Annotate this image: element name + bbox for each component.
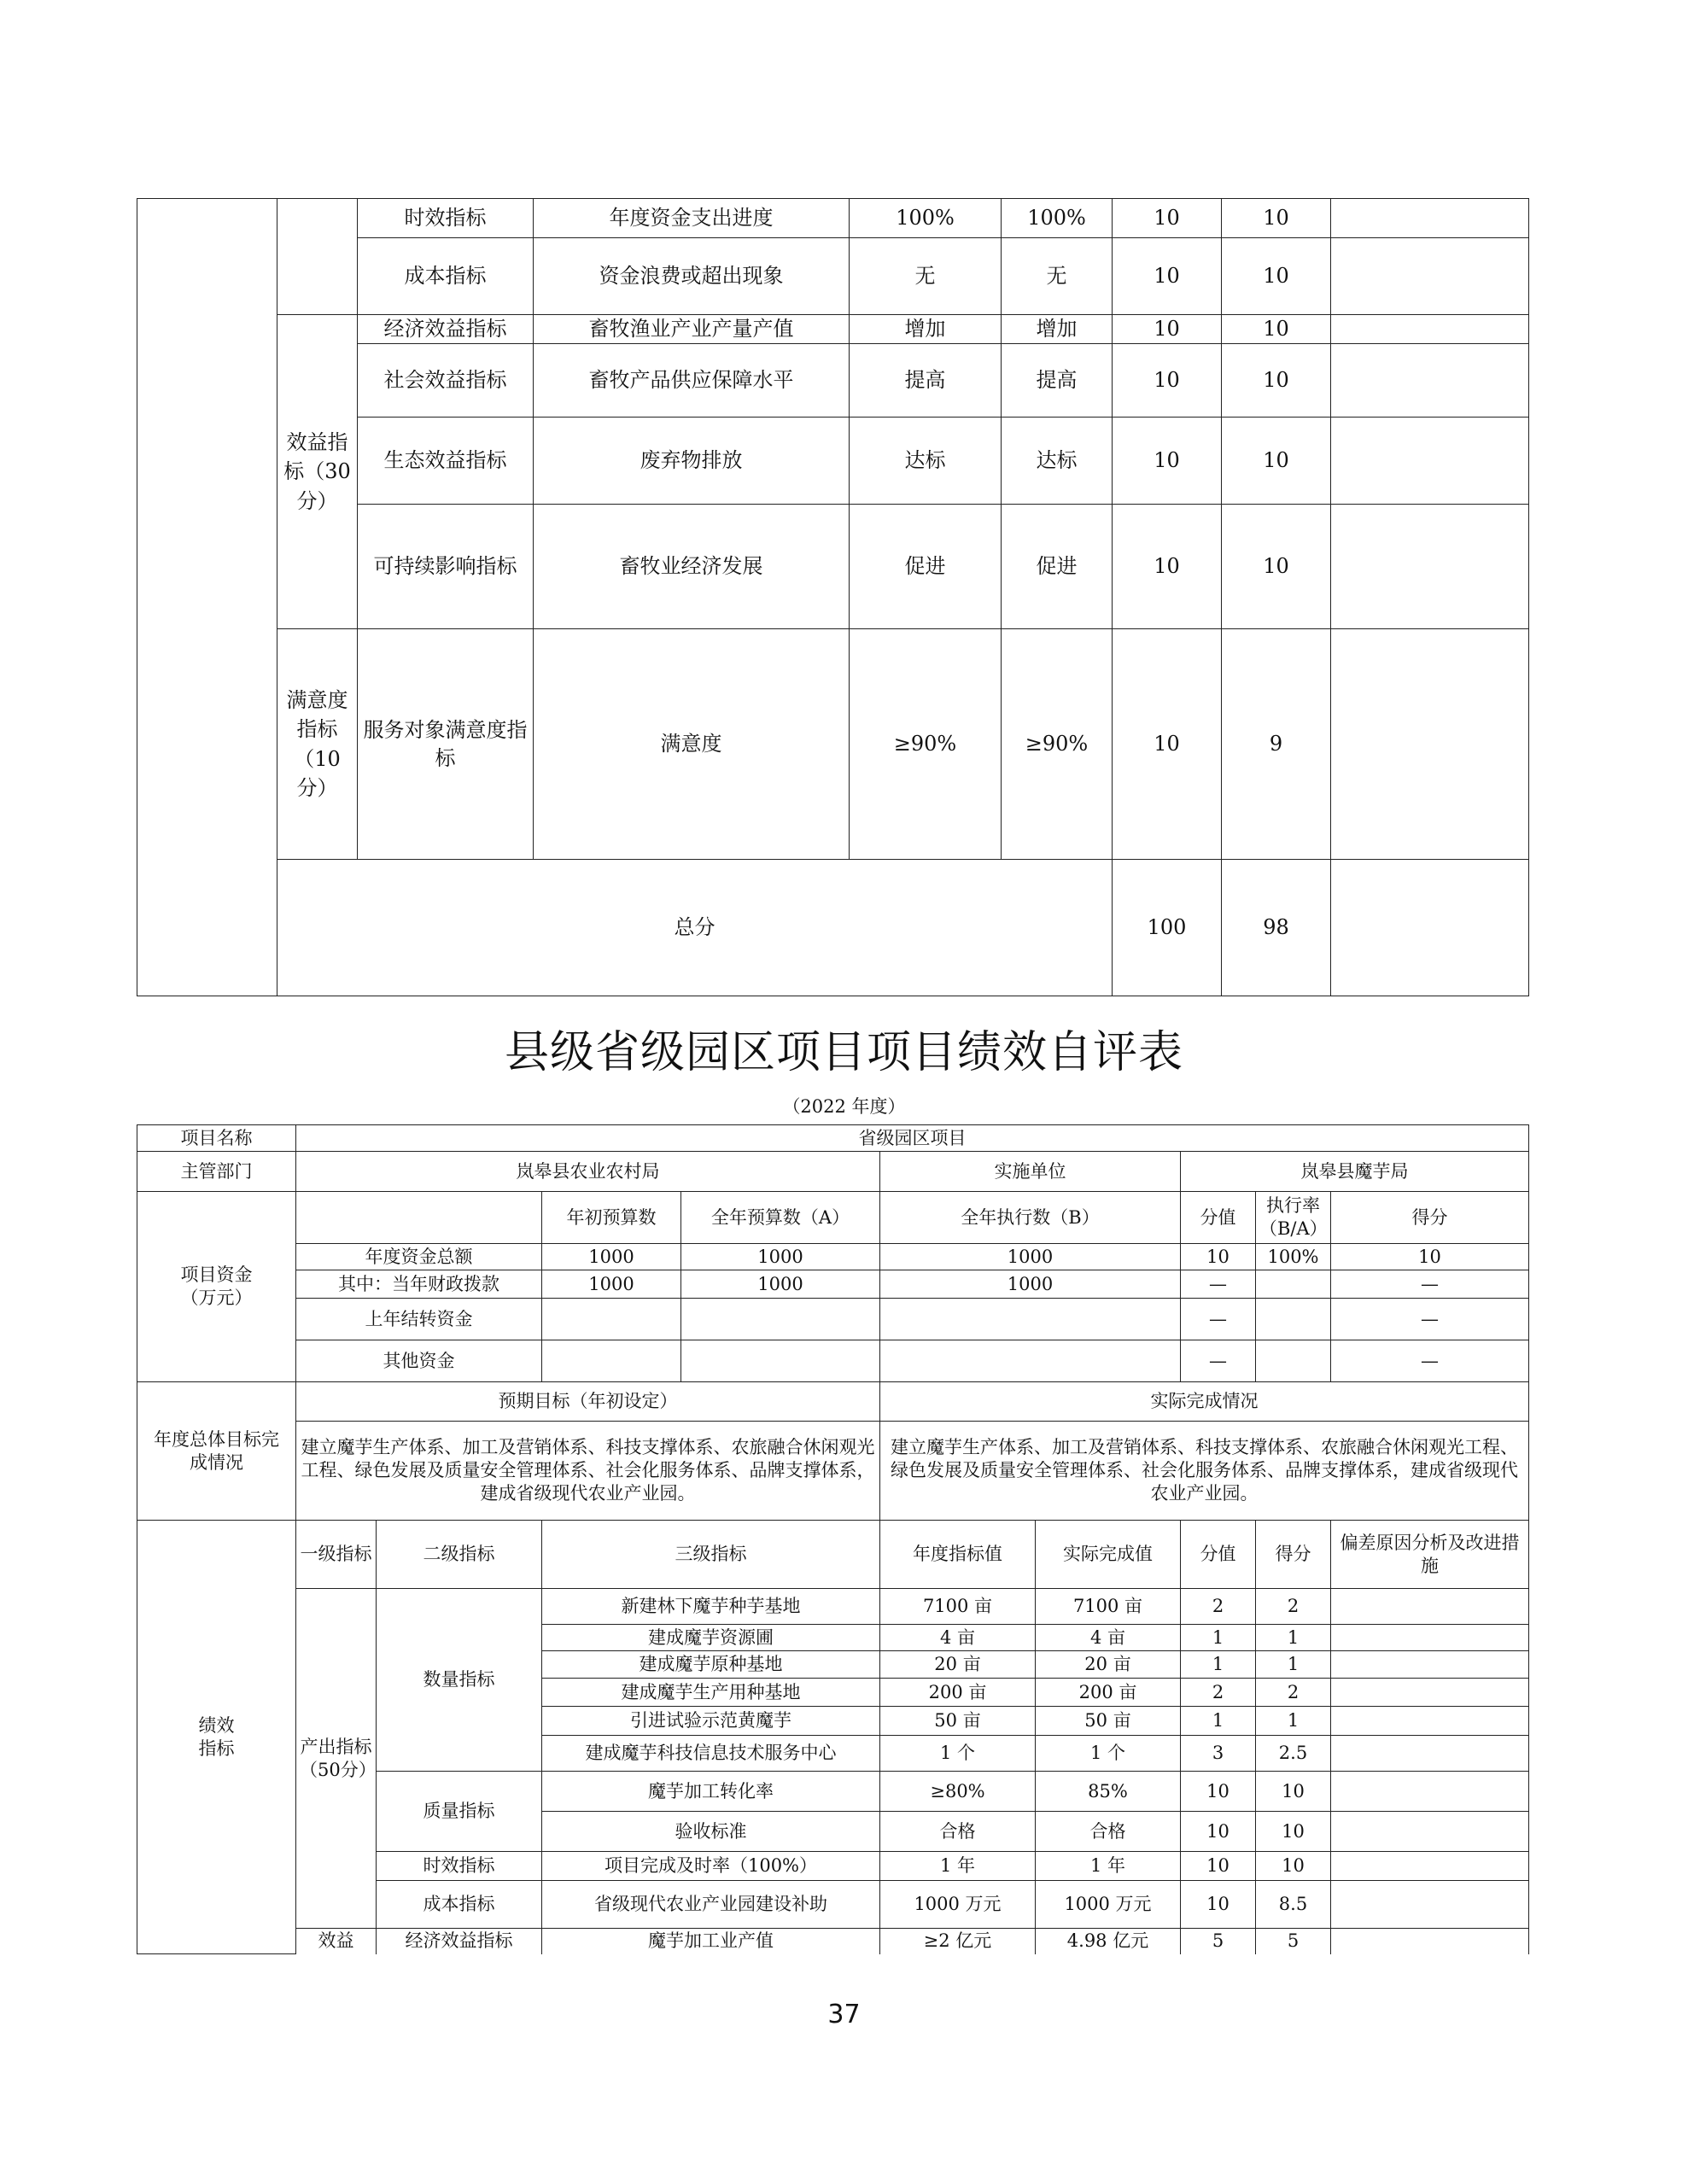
target-value: 达标: [850, 418, 1002, 505]
actual-value: 合格: [1036, 1812, 1181, 1852]
l3-indicator: 省级现代农业产业园建设补助: [542, 1881, 880, 1929]
score-value: 10: [1113, 199, 1222, 238]
fund-initial-annual: [542, 1299, 880, 1340]
fund-header-initial: [542, 1192, 880, 1244]
score-value: 1: [1181, 1625, 1256, 1651]
fund-initial-annual: [542, 1270, 880, 1299]
score: 5: [1256, 1929, 1331, 1954]
deviation-note: [1331, 344, 1529, 418]
l3-indicator: 建成魔芋原种基地: [542, 1651, 880, 1679]
level3-indicator: 可持续影响指标: [358, 505, 534, 629]
l3-indicator: 引进试验示范黄魔芋: [542, 1707, 880, 1736]
score: 1: [1256, 1625, 1331, 1651]
actual-value: 1 年: [1036, 1852, 1181, 1881]
l3-indicator: 项目完成及时率（100%）: [542, 1852, 880, 1881]
time-indicator-group: 时效指标: [377, 1852, 542, 1881]
l3-indicator: 魔芋加工业产值: [542, 1929, 880, 1954]
level3-indicator: 时效指标: [358, 199, 534, 238]
fund-initial-annual: [542, 1244, 880, 1270]
target-value: 促进: [850, 505, 1002, 629]
deviation-note: [1331, 1881, 1529, 1929]
actual-value: 4.98 亿元: [1036, 1929, 1181, 1954]
score: 1: [1256, 1707, 1331, 1736]
indicator-name: 资金浪费或超出现象: [534, 238, 850, 315]
total-value: 100: [1113, 860, 1222, 996]
actual-value: 100%: [1002, 199, 1113, 238]
table-row: [137, 1521, 1529, 1589]
deviation-note: [1331, 1736, 1529, 1772]
goal-actual-label: 实际完成情况: [880, 1382, 1529, 1422]
target-value: 4 亩: [880, 1625, 1036, 1651]
score: 9: [1222, 629, 1331, 860]
econ-indicator-group: 经济效益指标: [377, 1929, 542, 1954]
fund-header-score: 得分: [1331, 1192, 1529, 1244]
table-row: [137, 1152, 1529, 1192]
dept-value: 岚皋县农业农村局: [296, 1152, 880, 1192]
fund-value: —: [1181, 1340, 1256, 1382]
score-value: 5: [1181, 1929, 1256, 1954]
score: 10: [1256, 1852, 1331, 1881]
page-title: 县级省级园区项目项目绩效自评表: [504, 1027, 1183, 1078]
fund-header-value: 分值: [1181, 1192, 1256, 1244]
level3-indicator: 经济效益指标: [358, 315, 534, 344]
score: 10: [1222, 199, 1331, 238]
score: 10: [1256, 1812, 1331, 1852]
table-row: [137, 1422, 1529, 1521]
score: 10: [1222, 418, 1331, 505]
score: 10: [1222, 315, 1331, 344]
table-row: [137, 1125, 1529, 1152]
fund-header-initial-text: 年初预算数: [542, 1192, 681, 1243]
level3-indicator: 社会效益指标: [358, 344, 534, 418]
deviation-note: [1331, 238, 1529, 315]
fund-initial: [542, 1340, 681, 1381]
perf-label: 绩效指标: [137, 1521, 296, 1954]
goal-label: 年度总体目标完成情况: [137, 1382, 296, 1521]
table-row: [137, 315, 1529, 344]
fund-score: —: [1331, 1299, 1529, 1340]
l3-indicator: 建成魔芋生产用种基地: [542, 1679, 880, 1707]
dept-label: 主管部门: [137, 1152, 296, 1192]
deviation-note: [1331, 1651, 1529, 1679]
fund-row-label: 上年结转资金: [296, 1299, 542, 1340]
table-row: [137, 629, 1529, 860]
fund-annual: 1000: [757, 1246, 803, 1267]
indicator-name: 年度资金支出进度: [534, 199, 850, 238]
satisfaction-indicator-group: 满意度指标（10分）: [277, 629, 358, 860]
level1-cell: [137, 199, 277, 996]
page-number: 37: [827, 2000, 861, 2029]
perf-header-l3: 三级指标: [542, 1521, 880, 1589]
deviation-note: [1331, 1679, 1529, 1707]
target-value: 1 年: [880, 1852, 1036, 1881]
perf-header-target: 年度指标值: [880, 1521, 1036, 1589]
quality-indicator-group: 质量指标: [377, 1772, 542, 1852]
fund-row-label: 年度资金总额: [296, 1244, 542, 1270]
score-value: 1: [1181, 1651, 1256, 1679]
target-value: 200 亩: [880, 1679, 1036, 1707]
total-row: [137, 860, 1529, 996]
fund-executed: [880, 1299, 1181, 1340]
indicator-name: 畜牧渔业产业产量产值: [534, 315, 850, 344]
l3-indicator: 建成魔芋资源圃: [542, 1625, 880, 1651]
score-value: 1: [1181, 1707, 1256, 1736]
fund-score: —: [1331, 1340, 1529, 1382]
fund-value: 10: [1181, 1244, 1256, 1270]
target-value: ≥2 亿元: [880, 1929, 1036, 1954]
score: 10: [1222, 238, 1331, 315]
goal-expected-label: 预期目标（年初设定）: [296, 1382, 880, 1422]
target-value: 提高: [850, 344, 1002, 418]
actual-value: 4 亩: [1036, 1625, 1181, 1651]
fund-label: 项目资金（万元）: [137, 1192, 296, 1382]
target-value: 无: [850, 238, 1002, 315]
fund-initial-annual: [542, 1340, 880, 1382]
fund-executed: [880, 1340, 1181, 1382]
deviation-note: [1331, 505, 1529, 629]
fund-header-annual: 全年预算数（A）: [710, 1206, 850, 1228]
deviation-note: [1331, 1589, 1529, 1625]
l3-indicator: 建成魔芋科技信息技术服务中心: [542, 1736, 880, 1772]
score: 10: [1222, 344, 1331, 418]
score: 10: [1256, 1772, 1331, 1812]
actual-value: 85%: [1036, 1772, 1181, 1812]
project-name: 省级园区项目: [296, 1125, 1529, 1152]
self-evaluation-table: [137, 1124, 1529, 1954]
actual-value: 200 亩: [1036, 1679, 1181, 1707]
goal-actual-text: 建立魔芋生产体系、加工及营销体系、科技支撑体系、农旅融合休闲观光工程、绿色发展及质量安全管理体系、社会化服务体系、品牌支撑体系，建成省级现代农业产业园。: [880, 1422, 1529, 1521]
table-row: [137, 1382, 1529, 1422]
fund-executed: 1000: [880, 1270, 1181, 1299]
fund-initial: 1000: [542, 1270, 681, 1298]
fund-header-executed: 全年执行数（B）: [880, 1192, 1181, 1244]
table-row: [137, 1244, 1529, 1270]
indicator-name: 满意度: [534, 629, 850, 860]
score-value: 10: [1113, 505, 1222, 629]
actual-value: 无: [1002, 238, 1113, 315]
target-value: 100%: [850, 199, 1002, 238]
score-value: 2: [1181, 1589, 1256, 1625]
actual-value: 7100 亩: [1036, 1589, 1181, 1625]
fund-annual: [681, 1299, 879, 1340]
quantity-indicator-group: 数量指标: [377, 1589, 542, 1772]
deviation-note: [1331, 315, 1529, 344]
fund-row-label: 其他资金: [296, 1340, 542, 1382]
target-value: 增加: [850, 315, 1002, 344]
actual-value: 达标: [1002, 418, 1113, 505]
fund-rate: [1256, 1340, 1331, 1382]
table-row: [137, 1299, 1529, 1340]
target-value: 1 个: [880, 1736, 1036, 1772]
table-row: [137, 199, 1529, 238]
score-value: 10: [1113, 418, 1222, 505]
fund-score: —: [1331, 1270, 1529, 1299]
actual-value: 20 亩: [1036, 1651, 1181, 1679]
score-value: 10: [1113, 344, 1222, 418]
score: 2.5: [1256, 1736, 1331, 1772]
fund-value: —: [1181, 1299, 1256, 1340]
deviation-note: [1331, 1852, 1529, 1881]
table-row: [137, 1192, 1529, 1244]
score-value: 10: [1113, 238, 1222, 315]
actual-value: 50 亩: [1036, 1707, 1181, 1736]
impl-label: 实施单位: [880, 1152, 1181, 1192]
total-note: [1331, 860, 1529, 996]
score-value: 10: [1113, 629, 1222, 860]
score-value: 10: [1181, 1852, 1256, 1881]
deviation-note: [1331, 1707, 1529, 1736]
l3-indicator: 魔芋加工转化率: [542, 1772, 880, 1812]
fund-initial: 1000: [542, 1244, 681, 1270]
actual-value: ≥90%: [1002, 629, 1113, 860]
actual-value: 增加: [1002, 315, 1113, 344]
actual-value: 促进: [1002, 505, 1113, 629]
impl-value: 岚皋县魔芋局: [1181, 1152, 1529, 1192]
table-row: [137, 1340, 1529, 1382]
table-row: [137, 1270, 1529, 1299]
deviation-note: [1331, 1812, 1529, 1852]
score: 10: [1222, 505, 1331, 629]
perf-header-l1: 一级指标: [296, 1521, 377, 1589]
level3-indicator: 生态效益指标: [358, 418, 534, 505]
target-value: ≥90%: [850, 629, 1002, 860]
fund-row-label: 其中：当年财政拨款: [296, 1270, 542, 1299]
l3-indicator: 验收标准: [542, 1812, 880, 1852]
year-label: （2022 年度）: [782, 1096, 906, 1117]
fund-value: —: [1181, 1270, 1256, 1299]
table-row: [137, 1589, 1529, 1625]
level2-cell: [277, 199, 358, 315]
project-name-label: 项目名称: [137, 1125, 296, 1152]
deviation-note: [1331, 1772, 1529, 1812]
total-score: 98: [1222, 860, 1331, 996]
score: 2: [1256, 1679, 1331, 1707]
fund-header-rate: 执行率（B/A）: [1256, 1192, 1331, 1244]
score-value: 3: [1181, 1736, 1256, 1772]
fund-initial: [542, 1299, 681, 1340]
perf-header-l2: 二级指标: [377, 1521, 542, 1589]
fund-executed: 1000: [880, 1244, 1181, 1270]
target-value: 1000 万元: [880, 1881, 1036, 1929]
target-value: ≥80%: [880, 1772, 1036, 1812]
fund-rate: [1256, 1270, 1331, 1299]
score: 1: [1256, 1651, 1331, 1679]
fund-row-label: [296, 1192, 542, 1244]
perf-header-value: 分值: [1181, 1521, 1256, 1589]
actual-value: 1000 万元: [1036, 1881, 1181, 1929]
score-value: 2: [1181, 1679, 1256, 1707]
level3-indicator: 成本指标: [358, 238, 534, 315]
target-value: 合格: [880, 1812, 1036, 1852]
score: 2: [1256, 1589, 1331, 1625]
perf-header-note: 偏差原因分析及改进措施: [1331, 1521, 1529, 1589]
fund-rate: 100%: [1256, 1244, 1331, 1270]
target-value: 50 亩: [880, 1707, 1036, 1736]
goal-expected-text: 建立魔芋生产体系、加工及营销体系、科技支撑体系、农旅融合休闲观光工程、绿色发展及质量安全管理体系、社会化服务体系、品牌支撑体系，建成省级现代农业产业园。: [296, 1422, 880, 1521]
fund-rate: [1256, 1299, 1331, 1340]
deviation-note: [1331, 1929, 1529, 1954]
level3-indicator: 服务对象满意度指标: [358, 629, 534, 860]
perf-header-actual: 实际完成值: [1036, 1521, 1181, 1589]
indicator-name: 废弃物排放: [534, 418, 850, 505]
total-label: 总分: [277, 860, 1113, 996]
fund-score: 10: [1331, 1244, 1529, 1270]
benefit-indicator-group: 效益指标（30分）: [277, 315, 358, 629]
score-value: 10: [1181, 1772, 1256, 1812]
deviation-note: [1331, 418, 1529, 505]
l3-indicator: 新建林下魔芋种芋基地: [542, 1589, 880, 1625]
actual-value: 1 个: [1036, 1736, 1181, 1772]
indicator-name: 畜牧产品供应保障水平: [534, 344, 850, 418]
score-value: 10: [1113, 315, 1222, 344]
benefit-indicator-group: 效益: [296, 1929, 377, 1954]
deviation-note: [1331, 629, 1529, 860]
target-value: 7100 亩: [880, 1589, 1036, 1625]
output-indicator-group: 产出指标（50分）: [296, 1589, 377, 1929]
cost-indicator-group: 成本指标: [377, 1881, 542, 1929]
target-value: 20 亩: [880, 1651, 1036, 1679]
score: 8.5: [1256, 1881, 1331, 1929]
performance-table-continued: [137, 198, 1529, 996]
score-value: 10: [1181, 1812, 1256, 1852]
score-value: 10: [1181, 1881, 1256, 1929]
fund-annual: 1000: [757, 1273, 803, 1294]
perf-header-score: 得分: [1256, 1521, 1331, 1589]
fund-annual: [681, 1340, 879, 1381]
indicator-name: 畜牧业经济发展: [534, 505, 850, 629]
table-row: [137, 1929, 1529, 1954]
deviation-note: [1331, 1625, 1529, 1651]
actual-value: 提高: [1002, 344, 1113, 418]
deviation-note: [1331, 199, 1529, 238]
